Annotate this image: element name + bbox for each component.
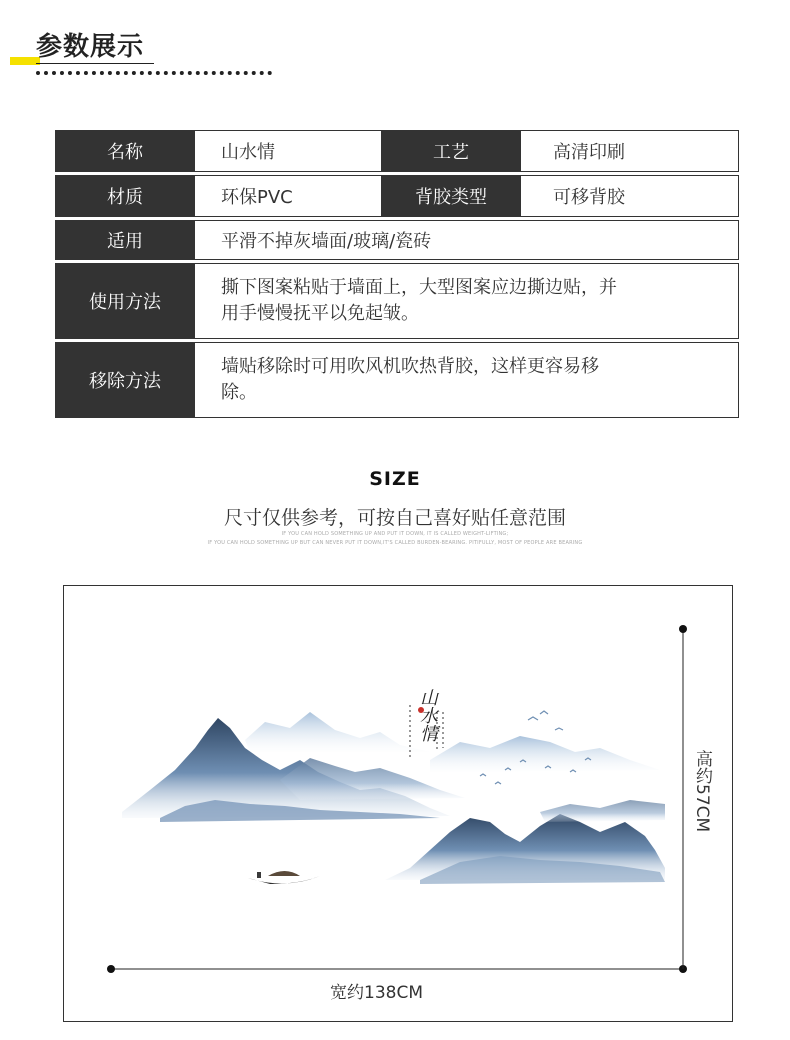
value-removal: 墙贴移除时可用吹风机吹热背胶，这样更容易移除。 bbox=[195, 342, 739, 418]
far-mountain-right bbox=[430, 736, 660, 772]
boat bbox=[248, 871, 320, 884]
height-label: 高约57CM bbox=[692, 750, 712, 833]
calligraphy-title: 山水情 bbox=[417, 688, 438, 742]
section-title: 参数展示 bbox=[36, 32, 145, 62]
mountain-range-right-far bbox=[540, 800, 665, 822]
width-label: 宽约138CM bbox=[330, 983, 423, 1003]
size-fineprint-1: IF YOU CAN HOLD SOMETHING UP AND PUT IT DOWN, IT IS CALLED WEIGHT-LIFTING; bbox=[281, 531, 509, 537]
label-craft: 工艺 bbox=[381, 130, 521, 172]
far-mountain-left bbox=[245, 712, 430, 752]
label-adhesive-type: 背胶类型 bbox=[381, 175, 521, 217]
label-material: 材质 bbox=[55, 175, 195, 217]
value-adhesive-type: 可移背胶 bbox=[521, 175, 739, 217]
size-subtitle: 尺寸仅供参考，可按自己喜好贴任意范围 bbox=[223, 507, 566, 529]
value-craft: 高清印刷 bbox=[521, 130, 739, 172]
value-name: 山水情 bbox=[195, 130, 381, 172]
label-usage: 使用方法 bbox=[55, 263, 195, 339]
width-dimension-line bbox=[107, 965, 687, 973]
height-dimension-line bbox=[679, 625, 687, 969]
label-name: 名称 bbox=[55, 130, 195, 172]
value-usage: 撕下图案粘贴于墙面上，大型图案应边撕边贴，并用手慢慢抚平以免起皱。 bbox=[195, 263, 739, 339]
label-removal: 移除方法 bbox=[55, 342, 195, 418]
value-material: 环保PVC bbox=[195, 175, 381, 217]
size-fineprint-2: IF YOU CAN HOLD SOMETHING UP BUT CAN NEVER PUT IT DOWN,IT'S CALLED BURDEN-BEARING. PITIFULLY, MOST OF PEOPLE ARE BEARING bbox=[207, 540, 583, 546]
value-applicable: 平滑不掉灰墙面/玻璃/瓷砖 bbox=[195, 220, 739, 260]
label-applicable: 适用 bbox=[55, 220, 195, 260]
size-title: SIZE bbox=[365, 468, 425, 490]
